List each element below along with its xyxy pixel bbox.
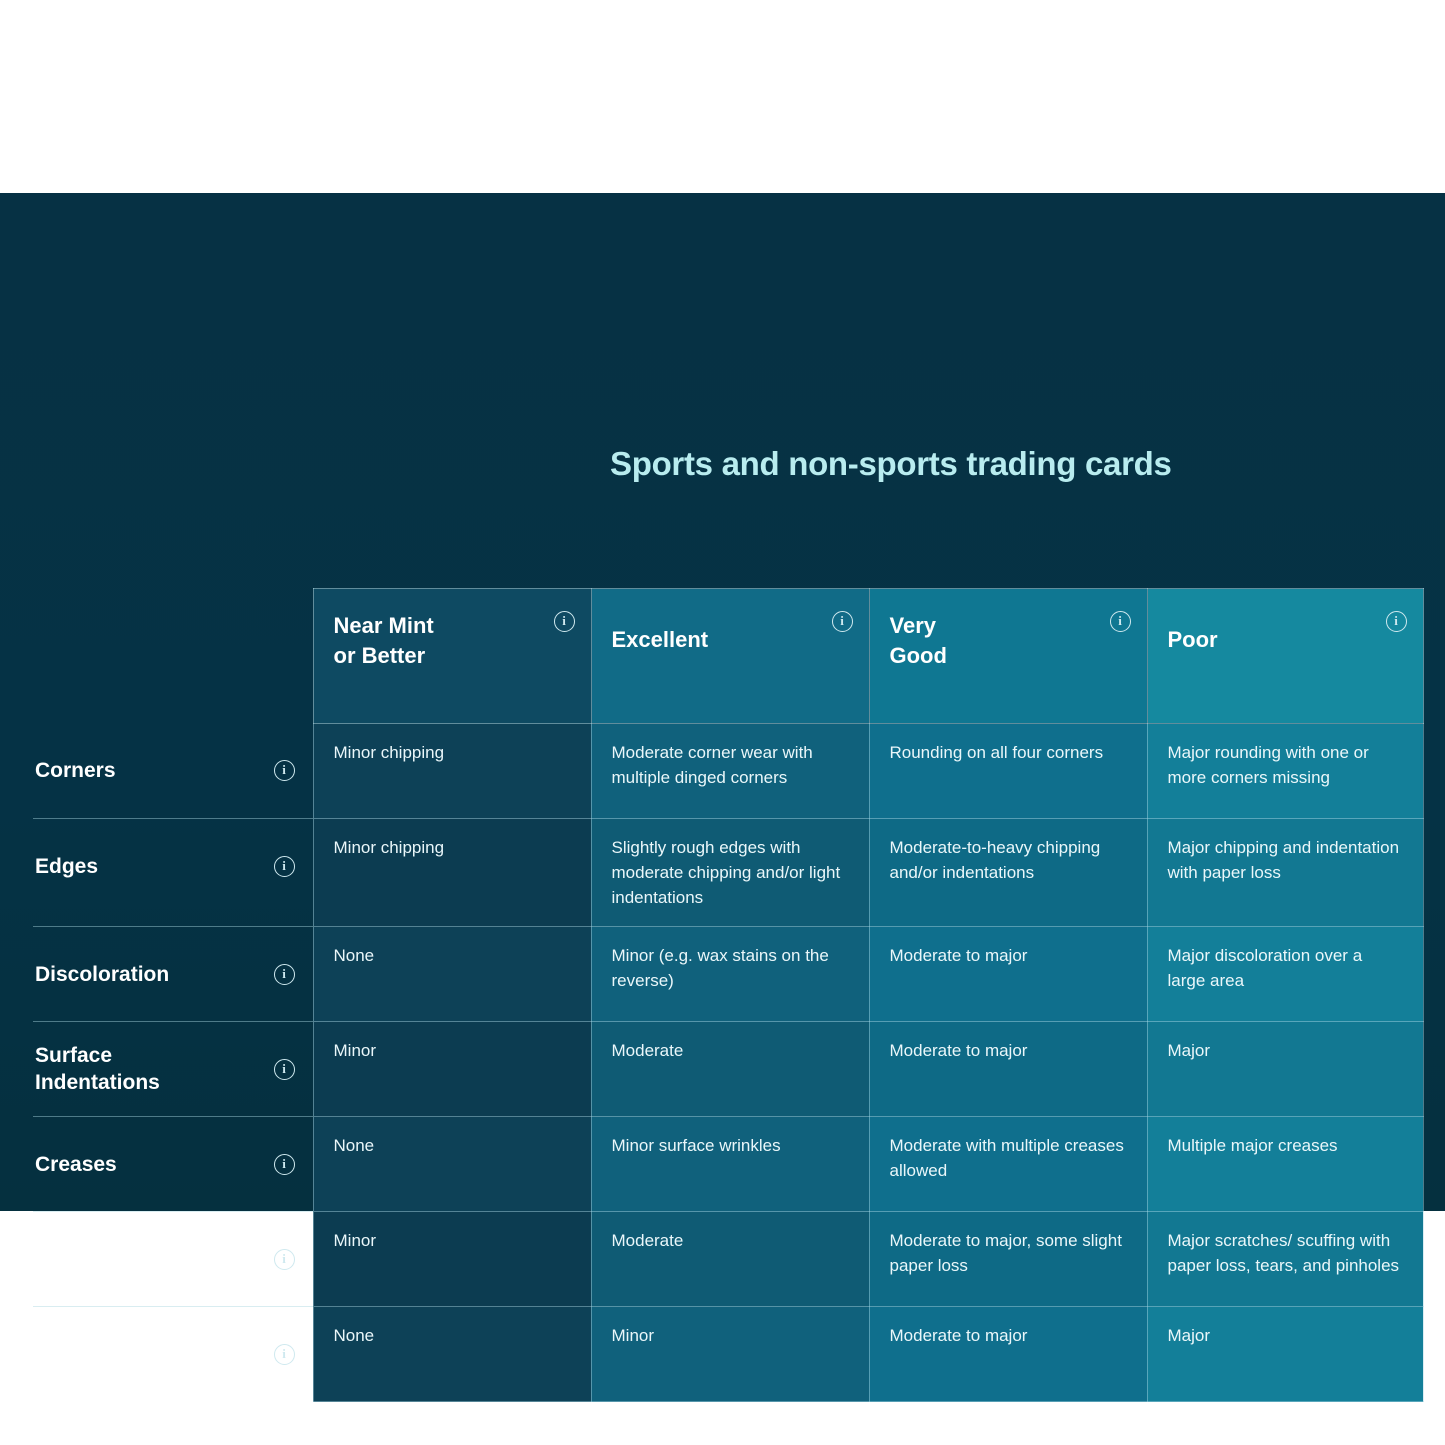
cell-surface-indentations-poor: Major	[1147, 1022, 1423, 1117]
cell-creases-very-good: Moderate with multiple creases allowed	[869, 1117, 1147, 1212]
row-label-staining-line1: Staining	[35, 1342, 118, 1366]
table-row	[33, 1212, 1423, 1307]
info-icon[interactable]: i	[1110, 611, 1131, 632]
row-label-corners-line1: Corners	[35, 759, 116, 782]
cell-creases-poor: Multiple major creases	[1147, 1117, 1423, 1212]
table-row	[33, 1022, 1423, 1117]
info-icon[interactable]: i	[274, 1059, 295, 1080]
cell-corners-poor: Major rounding with one or more corners missing	[1147, 724, 1423, 819]
row-label-staining[interactable]	[33, 1307, 313, 1402]
cell-discoloration-very-good: Moderate to major	[869, 927, 1147, 1022]
cell-creases-near-mint: None	[313, 1117, 591, 1212]
cell-creases-excellent: Minor surface wrinkles	[591, 1117, 869, 1212]
info-icon[interactable]: i	[274, 1344, 295, 1365]
cell-corners-near-mint: Minor chipping	[313, 724, 591, 819]
cell-discoloration-poor: Major discoloration over a large area	[1147, 927, 1423, 1022]
column-header-very-good-line2: Good	[889, 643, 947, 668]
cell-edges-very-good: Moderate-to-heavy chipping and/or indentations	[869, 819, 1147, 927]
cell-staining-poor: Major	[1147, 1307, 1423, 1402]
grading-table	[33, 588, 1424, 1402]
info-icon[interactable]: i	[274, 1249, 295, 1270]
column-header-very-good-line1: Very	[889, 613, 936, 638]
page-title-text: Sports and non-sports trading cards	[610, 445, 1172, 482]
row-label-surface-indentations-line1: Surface	[35, 1044, 113, 1067]
column-header-very-good[interactable]	[869, 589, 1147, 724]
cell-scratches-scuffing-poor: Major scratches/ scuffing with paper loss, tears, and pinholes	[1147, 1212, 1423, 1307]
info-icon[interactable]: i	[554, 611, 575, 632]
row-label-scratches-scuffing[interactable]	[33, 1212, 313, 1307]
table-corner-spacer	[33, 589, 313, 724]
row-label-creases[interactable]	[33, 1117, 313, 1212]
row-label-discoloration[interactable]	[33, 927, 313, 1022]
info-icon[interactable]: i	[832, 611, 853, 632]
cell-edges-poor: Major chipping and indentation with paper loss	[1147, 819, 1423, 927]
row-label-surface-indentations[interactable]	[33, 1022, 313, 1117]
row-label-edges-line1: Edges	[35, 854, 99, 878]
info-icon[interactable]: i	[1386, 611, 1407, 632]
cell-edges-excellent: Slightly rough edges with moderate chipping and/or light indentations	[591, 819, 869, 927]
row-label-discoloration-line1: Discoloration	[35, 962, 170, 986]
info-icon[interactable]: i	[274, 964, 295, 985]
table-row	[33, 724, 1423, 819]
info-icon[interactable]: i	[274, 1154, 295, 1175]
row-label-scratches-scuffing-line2: Scuffing	[35, 1261, 119, 1284]
table-row	[33, 1307, 1423, 1402]
column-header-near-mint[interactable]	[313, 589, 591, 724]
column-header-excellent[interactable]	[591, 589, 869, 724]
grading-standards-panel	[0, 193, 1445, 1366]
cell-discoloration-excellent: Minor (e.g. wax stains on the reverse)	[591, 927, 869, 1022]
cell-corners-very-good: Rounding on all four corners	[869, 724, 1147, 819]
table-row	[33, 1117, 1423, 1212]
cell-scratches-scuffing-excellent: Moderate	[591, 1212, 869, 1307]
row-label-surface-indentations-line2: Indentations	[35, 1071, 160, 1094]
cell-edges-near-mint: Minor chipping	[313, 819, 591, 927]
column-header-excellent-line1: Excellent	[611, 627, 709, 652]
row-label-edges[interactable]	[33, 819, 313, 927]
row-label-scratches-scuffing-line1: Scratches/	[35, 1234, 142, 1257]
cell-surface-indentations-excellent: Moderate	[591, 1022, 869, 1117]
table-row	[33, 927, 1423, 1022]
cell-corners-excellent: Moderate corner wear with multiple dinged corners	[591, 724, 869, 819]
info-icon[interactable]: i	[274, 760, 295, 781]
column-header-near-mint-line2: or Better	[333, 643, 426, 668]
cell-staining-very-good: Moderate to major	[869, 1307, 1147, 1402]
row-label-corners[interactable]	[33, 724, 313, 819]
info-icon[interactable]: i	[274, 856, 295, 877]
column-header-poor[interactable]	[1147, 589, 1423, 724]
column-header-poor-line1: Poor	[1167, 627, 1218, 652]
cell-scratches-scuffing-near-mint: Minor	[313, 1212, 591, 1307]
cell-scratches-scuffing-very-good: Moderate to major, some slight paper loss	[869, 1212, 1147, 1307]
cell-staining-excellent: Minor	[591, 1307, 869, 1402]
cell-surface-indentations-very-good: Moderate to major	[869, 1022, 1147, 1117]
column-header-near-mint-line1: Near Mint	[333, 613, 434, 638]
table-header-row	[33, 589, 1423, 724]
cell-surface-indentations-near-mint: Minor	[313, 1022, 591, 1117]
cell-discoloration-near-mint: None	[313, 927, 591, 1022]
row-label-creases-line1: Creases	[35, 1152, 117, 1176]
table-row	[33, 819, 1423, 927]
cell-staining-near-mint: None	[313, 1307, 591, 1402]
page-title	[610, 440, 1230, 488]
